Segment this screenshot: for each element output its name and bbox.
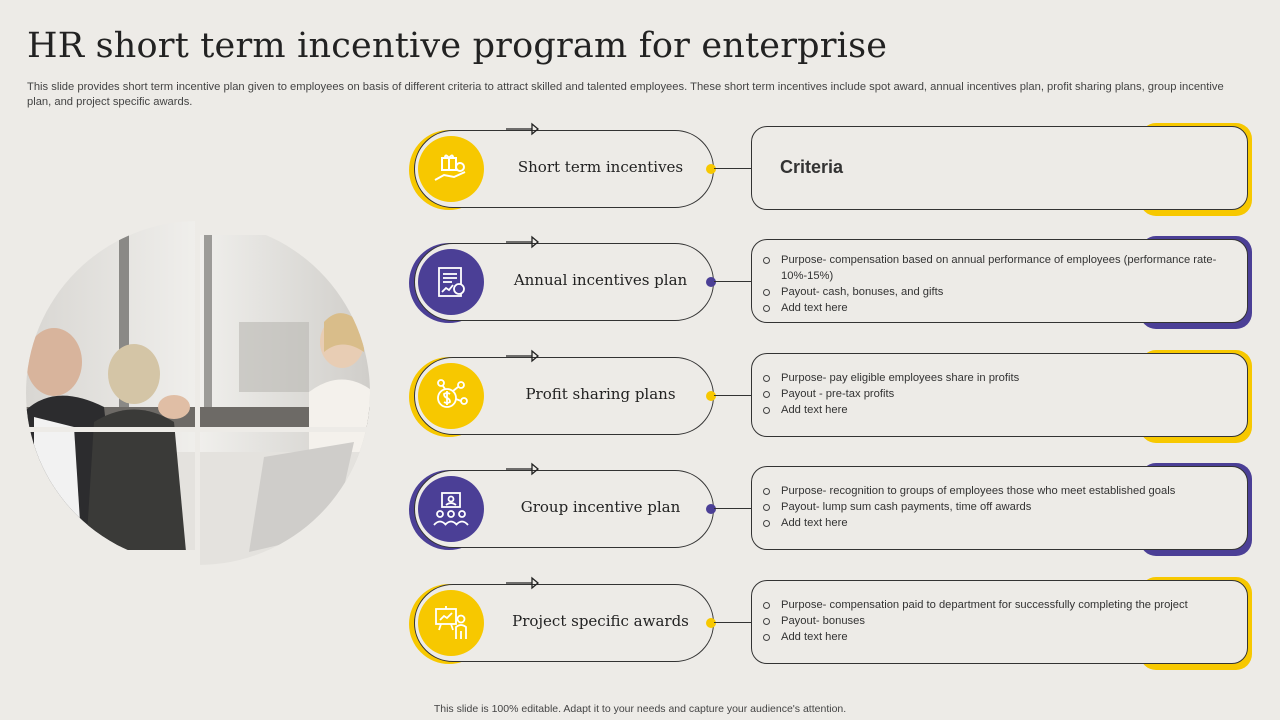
- connector-line: [714, 395, 752, 396]
- group-presentation-icon: [418, 476, 484, 542]
- dollar-network-icon: [418, 363, 484, 429]
- criteria-card: [751, 466, 1248, 550]
- criteria-list: [752, 354, 1247, 418]
- meeting-photo: [24, 202, 374, 584]
- criteria-item: Purpose- compensation paid to department for successfully completing the project: [762, 597, 1233, 613]
- arrow-right-icon: [504, 349, 540, 363]
- incentive-label: Short term incentives: [517, 158, 684, 176]
- incentive-row: [408, 468, 1258, 568]
- incentive-row: [408, 355, 1258, 455]
- criteria-card: [751, 239, 1248, 323]
- arrow-right-icon: [504, 576, 540, 590]
- criteria-item: Payout- lump sum cash payments, time off awards: [762, 499, 1233, 515]
- arrow-right-icon: [504, 235, 540, 249]
- document-chart-icon: [418, 249, 484, 315]
- incentive-label: Profit sharing plans: [525, 385, 676, 403]
- criteria-item: Purpose- compensation based on annual performance of employees (performance rate- 10%-15%): [762, 252, 1233, 284]
- criteria-item: Payout - pre-tax profits: [762, 386, 1233, 402]
- arrow-right-icon: [504, 122, 540, 136]
- connector-line: [714, 622, 752, 623]
- slide-footer: This slide is 100% editable. Adapt it to your needs and capture your audience's attention.: [433, 703, 847, 715]
- connector-line: [714, 281, 752, 282]
- incentive-label: Annual incentives plan: [513, 271, 688, 289]
- criteria-item: Add text here: [762, 515, 1233, 531]
- criteria-list: [752, 581, 1247, 645]
- criteria-item: Purpose- recognition to groups of employees those who meet established goals: [762, 483, 1233, 499]
- incentive-label: Group incentive plan: [520, 498, 681, 516]
- incentive-row: [408, 128, 1258, 228]
- connector-line: [714, 508, 752, 509]
- incentive-row: [408, 582, 1258, 682]
- incentive-label: Project specific awards: [512, 612, 689, 630]
- criteria-card: [751, 353, 1248, 437]
- criteria-heading: Criteria: [780, 157, 844, 177]
- criteria-item: Add text here: [762, 402, 1233, 418]
- criteria-item: Add text here: [762, 629, 1233, 645]
- connector-line: [714, 168, 752, 169]
- incentive-row: [408, 241, 1258, 341]
- criteria-item: Payout- cash, bonuses, and gifts: [762, 284, 1233, 300]
- criteria-item: Purpose- pay eligible employees share in profits: [762, 370, 1233, 386]
- criteria-card: [751, 126, 1248, 210]
- presenter-board-icon: [418, 590, 484, 656]
- gift-hand-icon: [418, 136, 484, 202]
- criteria-list: [752, 467, 1247, 531]
- slide-title: HR short term incentive program for enterprise: [27, 26, 888, 66]
- criteria-item: Add text here: [762, 300, 1233, 316]
- criteria-item: Payout- bonuses: [762, 613, 1233, 629]
- slide-subtitle: This slide provides short term incentive plan given to employees on basis of different criteria to attract skilled and talented employees. These short term incentives include spot award, annual incentives plan, profit sharing plans, group incentive plan, and project specific awards.: [27, 81, 1224, 108]
- arrow-right-icon: [504, 462, 540, 476]
- criteria-list: [752, 240, 1247, 316]
- criteria-card: [751, 580, 1248, 664]
